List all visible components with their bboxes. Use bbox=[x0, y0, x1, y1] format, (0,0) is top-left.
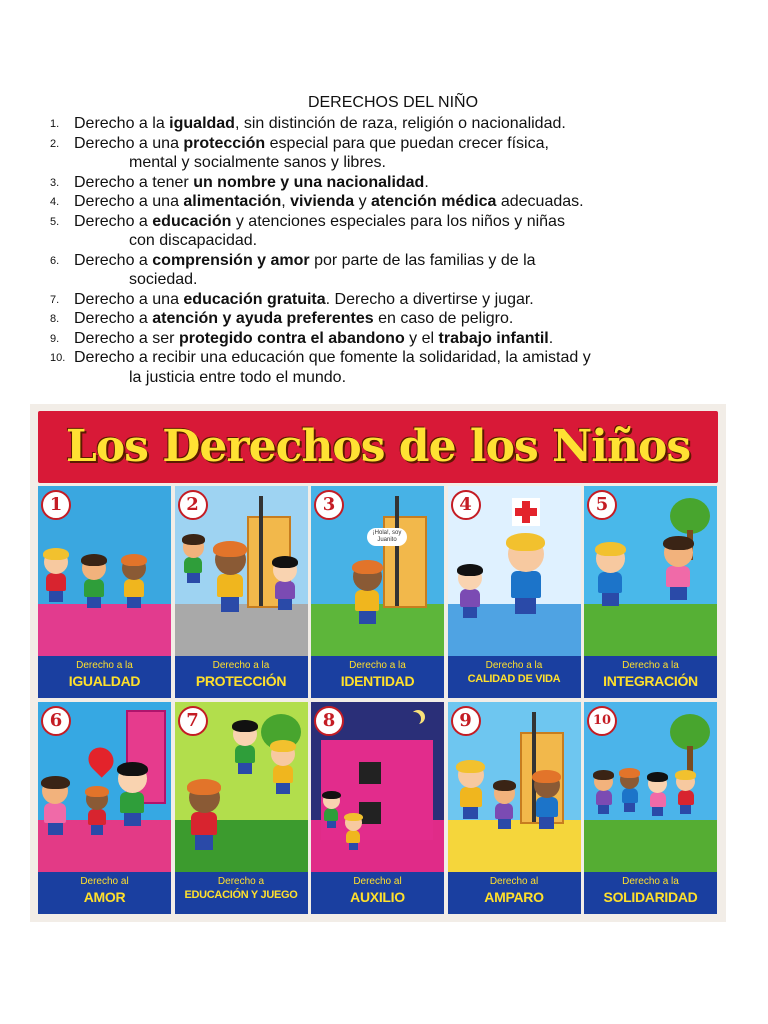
card-number: 2 bbox=[178, 490, 208, 520]
right-number: 1. bbox=[50, 118, 60, 130]
card-number: 1 bbox=[41, 490, 71, 520]
right-text: y bbox=[354, 193, 372, 210]
right-number: 4. bbox=[50, 196, 60, 208]
card-ground bbox=[38, 604, 171, 660]
right-text: Derecho a bbox=[74, 251, 153, 269]
right-text: y atenciones especiales para los niños y niñas bbox=[231, 212, 565, 230]
card-label bbox=[175, 656, 308, 698]
right-number: 9. bbox=[50, 332, 60, 345]
card-number: 8 bbox=[314, 706, 344, 736]
card-label-title: IDENTIDAD bbox=[340, 673, 415, 689]
right-item bbox=[50, 212, 700, 251]
card-number: 4 bbox=[451, 490, 481, 520]
rights-list bbox=[50, 114, 700, 387]
window-shape bbox=[359, 762, 381, 784]
right-text: y el bbox=[404, 329, 439, 347]
right-text-line2 bbox=[74, 270, 700, 290]
moon-shape bbox=[407, 712, 421, 726]
rights-poster bbox=[30, 404, 726, 922]
right-item bbox=[50, 290, 700, 310]
right-keyword: atención y ayuda preferentes bbox=[152, 310, 374, 327]
right-item bbox=[50, 309, 700, 329]
right-text: Derecho a bbox=[74, 212, 153, 230]
lamp-post bbox=[259, 496, 263, 606]
card-label-title: AMPARO bbox=[484, 889, 544, 905]
poster-title: Los Derechos de los Niños bbox=[65, 421, 691, 472]
right-text: . Derecho a divertirse y jugar. bbox=[325, 290, 534, 308]
right-item bbox=[50, 329, 700, 349]
right-text: Derecho a recibir una educación que fomente la solidaridad, la amistad y bbox=[74, 349, 591, 366]
card-label-prefix: Derecho al bbox=[353, 876, 402, 887]
right-text: especial para que puedan crecer física, bbox=[265, 134, 549, 152]
card-label-prefix: Derecho a la bbox=[212, 660, 270, 671]
card-label-title: AMOR bbox=[83, 889, 126, 905]
right-text: Derecho a una bbox=[74, 290, 184, 308]
card-label-title: SOLIDARIDAD bbox=[603, 889, 698, 905]
right-text: mental y socialmente sanos y libres. bbox=[129, 154, 386, 171]
right-text-line1 bbox=[74, 290, 700, 310]
lamp-post bbox=[395, 496, 399, 606]
right-keyword: protección bbox=[183, 134, 266, 152]
right-text: , bbox=[281, 193, 291, 210]
right-item bbox=[50, 251, 700, 290]
window-shape bbox=[359, 802, 381, 824]
card-label-title: EDUCACIÓN Y JUEGO bbox=[184, 889, 298, 901]
card-ground bbox=[584, 604, 717, 660]
right-number: 10. bbox=[50, 352, 66, 364]
right-text-line1 bbox=[74, 212, 700, 232]
right-card bbox=[448, 702, 581, 914]
card-number: 6 bbox=[41, 706, 71, 736]
right-item bbox=[50, 192, 700, 212]
right-text-line1 bbox=[74, 348, 700, 368]
card-ground bbox=[584, 820, 717, 876]
right-text: Derecho a tener bbox=[74, 173, 194, 191]
card-label-prefix: Derecho a bbox=[217, 876, 265, 887]
right-text-line1 bbox=[74, 114, 700, 134]
right-text: Derecho a ser bbox=[74, 329, 179, 347]
card-number: 3 bbox=[314, 490, 344, 520]
right-keyword: igualdad bbox=[169, 115, 235, 132]
speech-bubble: ¡Hola!, soy Juanito bbox=[367, 528, 407, 546]
right-number: 2. bbox=[50, 137, 60, 150]
right-keyword: educación gratuita bbox=[183, 290, 326, 308]
right-card bbox=[311, 702, 444, 914]
card-label bbox=[38, 872, 171, 914]
poster-header bbox=[38, 411, 718, 483]
right-keyword: educación bbox=[152, 212, 232, 230]
right-text: . bbox=[548, 329, 554, 347]
right-card bbox=[38, 702, 171, 914]
right-text-line2 bbox=[74, 368, 700, 388]
card-label bbox=[38, 656, 171, 698]
right-text-line2 bbox=[74, 153, 700, 173]
right-item bbox=[50, 348, 700, 387]
card-label bbox=[448, 656, 581, 698]
tree-top bbox=[670, 498, 710, 534]
right-number: 3. bbox=[50, 176, 60, 189]
card-ground bbox=[448, 820, 581, 876]
card-number: 5 bbox=[587, 490, 617, 520]
card-number: 7 bbox=[178, 706, 208, 736]
right-text: la justicia entre todo el mundo. bbox=[129, 368, 347, 386]
right-text-line1 bbox=[74, 192, 700, 212]
right-text: . bbox=[424, 173, 429, 191]
right-keyword: vivienda bbox=[290, 193, 355, 210]
right-card bbox=[38, 486, 171, 698]
right-keyword: protegido contra el abandono bbox=[178, 329, 405, 347]
right-text: Derecho a bbox=[74, 310, 153, 327]
card-label-title: AUXILIO bbox=[350, 889, 405, 905]
building-shape bbox=[321, 740, 433, 840]
right-text: sociedad. bbox=[129, 271, 198, 288]
right-number: 6. bbox=[50, 254, 60, 267]
right-text-line1 bbox=[74, 134, 700, 154]
right-text: por parte de las familias y de la bbox=[309, 251, 536, 269]
right-item bbox=[50, 114, 700, 134]
card-label bbox=[175, 872, 308, 914]
document-title: DERECHOS DEL NIÑO bbox=[307, 94, 479, 111]
right-keyword: comprensión y amor bbox=[152, 251, 310, 269]
tree-top bbox=[670, 714, 710, 750]
card-number: 9 bbox=[451, 706, 481, 736]
right-keyword: atención médica bbox=[371, 193, 497, 210]
card-label bbox=[448, 872, 581, 914]
right-text: Derecho a la bbox=[74, 115, 170, 132]
right-card bbox=[175, 702, 308, 914]
right-number: 5. bbox=[50, 215, 60, 228]
card-label-prefix: Derecho a la bbox=[349, 660, 406, 671]
right-card bbox=[311, 486, 444, 698]
card-label-prefix: Derecho a la bbox=[622, 660, 679, 671]
card-label bbox=[584, 872, 717, 914]
card-label-prefix: Derecho a la bbox=[485, 660, 543, 671]
red-cross-h bbox=[515, 508, 537, 516]
card-label-title: PROTECCIÓN bbox=[195, 673, 287, 689]
right-keyword: alimentación bbox=[183, 193, 282, 210]
right-text-line1 bbox=[74, 251, 700, 271]
card-number: 10 bbox=[587, 706, 617, 736]
right-number: 7. bbox=[50, 293, 60, 306]
right-text-line2 bbox=[74, 231, 700, 251]
card-label-title: CALIDAD DE VIDA bbox=[467, 673, 561, 685]
lamp-post bbox=[532, 712, 536, 822]
card-label-title: INTEGRACIÓN bbox=[603, 673, 698, 689]
right-keyword: trabajo infantil bbox=[438, 329, 549, 347]
card-label-prefix: Derecho a la bbox=[76, 660, 133, 671]
right-text: Derecho a una bbox=[74, 193, 184, 210]
right-text: con discapacidad. bbox=[129, 232, 258, 249]
right-text: , sin distinción de raza, religión o nacionalidad. bbox=[234, 115, 566, 132]
right-item bbox=[50, 134, 700, 173]
card-label bbox=[584, 656, 717, 698]
right-text-line1 bbox=[74, 329, 700, 349]
card-label-title: IGUALDAD bbox=[68, 673, 141, 689]
right-number: 8. bbox=[50, 313, 60, 325]
right-text-line1 bbox=[74, 173, 700, 193]
right-card bbox=[448, 486, 581, 698]
card-ground bbox=[175, 604, 308, 660]
right-text: adecuadas. bbox=[496, 193, 584, 210]
card-label-prefix: Derecho al bbox=[489, 876, 539, 887]
right-card bbox=[175, 486, 308, 698]
card-label-prefix: Derecho al bbox=[80, 876, 129, 887]
right-text: Derecho a una bbox=[74, 134, 184, 152]
card-ground bbox=[311, 604, 444, 660]
card-label-prefix: Derecho a la bbox=[622, 876, 679, 887]
card-label bbox=[311, 656, 444, 698]
right-item bbox=[50, 173, 700, 193]
right-text: en caso de peligro. bbox=[373, 310, 514, 327]
card-label bbox=[311, 872, 444, 914]
right-card bbox=[584, 486, 717, 698]
right-card bbox=[584, 702, 717, 914]
right-text-line1 bbox=[74, 309, 700, 329]
right-keyword: un nombre y una nacionalidad bbox=[193, 173, 425, 191]
